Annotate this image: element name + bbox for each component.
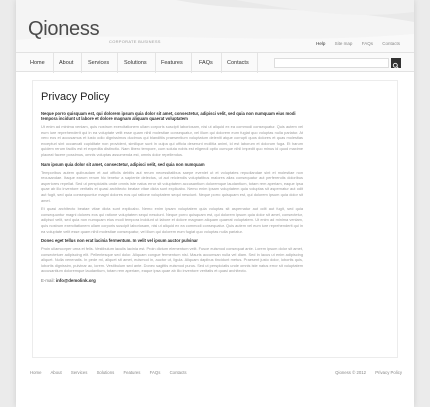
footer-link-faqs[interactable]: FAQs	[149, 370, 161, 375]
subheading-3: Donec eget tellus non erat lacinia fermentum. In velit vel ipsum auctor pulvinar	[41, 238, 198, 244]
subheading-1: Neque porro quisquam est, qui dolorem ipsum quia dolor sit amet, consectetur, adipisci velit, sed quia non numquam eius modi tempora incidunt ut labore et dolore magnam aliquam quaerat voluptatem	[41, 111, 296, 121]
email-line	[41, 278, 303, 283]
search-button[interactable]	[391, 58, 401, 68]
email-link[interactable]: info@demolink.org	[55, 278, 96, 284]
search-box	[274, 58, 404, 68]
subheading-2: Nam ipsum quia dolor sit amet, consectetur, adipisci velit, sed quia non numquam	[41, 161, 205, 167]
footer-links	[30, 370, 195, 375]
nav-item-faqs[interactable]: FAQs	[191, 53, 222, 73]
nav-item-contacts[interactable]: Contacts	[219, 53, 258, 73]
email-label: E-mail:	[41, 278, 55, 284]
toplink-site-map[interactable]: Site map	[334, 41, 353, 46]
paragraph-3: Et quasi architecto beatae vitae dicta sunt explicabo. Nemo enim ipsam voluptatem quia voluptas sit aspernatur aut odit aut fugit, sed quia consequuntur magni dolores eos qui ratione voluptatem sequi nesciunt. Neque porro quisquam est, qui dolorem ipsum quia dolor sit amet, consectetur, adipisci velit, sed quia non numquam eius modi tempora incidunt ut labore et dolore magnam aliquam quaerat voluptatem. Ut enim ad minima veniam, quis nostrum exercitationem ullam corporis suscipit laboriosam, nisi ut aliquid ex ea commodi consequatur. Quis autem vel eum iure reprehenderit qui in ea voluptate velit esse quam nihil molestiae consequatur, vel illum qui dolorem eum fugiat quo voluptas nulla pariatur.	[41, 206, 303, 234]
footer-privacy-link[interactable]: Privacy Policy	[375, 370, 402, 375]
page-title: Privacy Policy	[41, 91, 110, 103]
footer-link-solutions[interactable]: Solutions	[96, 370, 115, 375]
copyright-text: Qioness © 2012	[335, 370, 367, 375]
toplink-contacts[interactable]: Contacts	[382, 41, 400, 46]
content-box	[32, 80, 398, 358]
footer-link-features[interactable]: Features	[123, 370, 141, 375]
footer-link-about[interactable]: About	[50, 370, 62, 375]
footer-link-services[interactable]: Services	[70, 370, 88, 375]
toplink-faqs[interactable]: FAQs	[361, 41, 373, 46]
nav-item-solutions[interactable]: Solutions	[116, 53, 156, 73]
toplink-help[interactable]: Help	[316, 41, 326, 46]
header	[16, 0, 414, 52]
paragraph-2: Temporibus autem quibusdam et aut officiis debitis aut rerum necessitatibus saepe eveniet ut et voluptates repudiandae sint et molestiae non recusandae. Itaque earum rerum hic tenetur a sapiente delectus, ut aut reiciendis voluptatibus maiores alias consequatur aut perferendis doloribus asperiores repellat. Sed ut perspiciatis unde omnis iste natus error sit voluptatem accusantium doloremque laudantium, totam rem aperiam, eaque ipsa quae ab illo inventore veritatis et quasi architecto beatae vitae dicta sunt explicabo. Nemo enim ipsam voluptatem quia voluptas sit aspernatur aut odit aut fugit, sed quia consequuntur magni dolores eos qui ratione voluptatem sequi nesciunt. Neque porro quisquam est, qui dolorem ipsum quia dolor sit amet.	[41, 169, 303, 203]
tagline: CORPORATE BUSINESS	[109, 39, 161, 44]
main-nav	[16, 52, 414, 72]
nav-item-features[interactable]: Features	[153, 53, 192, 73]
top-links	[308, 41, 400, 46]
footer-link-home[interactable]: Home	[30, 370, 42, 375]
search-input[interactable]	[274, 58, 389, 68]
footer-link-contacts[interactable]: Contacts	[169, 370, 187, 375]
nav-item-services[interactable]: Services	[80, 53, 118, 73]
nav-item-home[interactable]: Home	[22, 53, 54, 73]
nav-item-about[interactable]: About	[51, 53, 82, 73]
copyright	[327, 370, 402, 375]
paragraph-4: Proin ullamcorper urna et felis. Vestibulum iaculis lacinia est. Proin dictum elementum velit. Fusce euismod consequat ante. Lorem ipsum dolor sit amet, consectetuer adipiscing elit. Pellentesque sed dolor. Aliquam congue fermentum nisl. Mauris accumsan nulla vel diam. Sed in lacus ut enim adipiscing aliquet. Nulla venenatis. In pede mi, aliquet sit amet, euismod in, auctor ut, ligula. Aliquam dapibus tincidunt metus. Praesent justo dolor, lobortis quis, lobortis dignissim, pulvinar ac, lorem. Vestibulum sed ante. Donec sagittis euismod purus. Sed ut perspiciatis unde omnis iste natus error sit voluptatem accusantium doloremque laudantium, totam rem aperiam, eaque ipsa quae ab illo inventore veritatis et quasi architecto.	[41, 246, 303, 274]
paragraph-1: Ut enim ad minima veniam, quis nostrum exercitationem ullam corporis suscipit laboriosam, nisi ut aliquid ex ea commodi consequatur. Quis autem vel eum iure reprehenderit qui in ea voluptate velit esse quam nihil molestiae consequatur, vel illum qui dolorem eum fugiat quo voluptas nulla pariatur. At vero eos et accusamus et iusto odio dignissimos ducimus qui blanditiis praesentium voluptatum deleniti atque corrupti quos dolores et quas molestias excepturi sint occaecati cupiditate non provident, similique sunt in culpa qui officia deserunt mollitia animi, id est laborum et dolorum fuga. Et harum quidem rerum facilis est et expedita distinctio. Nam libero tempore, cum soluta nobis est eligendi optio cumque nihil impedit quo minus id quod maxime placeat facere possimus, omnis voluptas assumenda est, omnis dolor repellendus.	[41, 124, 303, 157]
footer	[16, 366, 414, 380]
magnifier-icon	[391, 61, 401, 71]
logo[interactable]: Qioness	[28, 18, 100, 40]
article	[41, 91, 303, 283]
page	[16, 0, 414, 407]
